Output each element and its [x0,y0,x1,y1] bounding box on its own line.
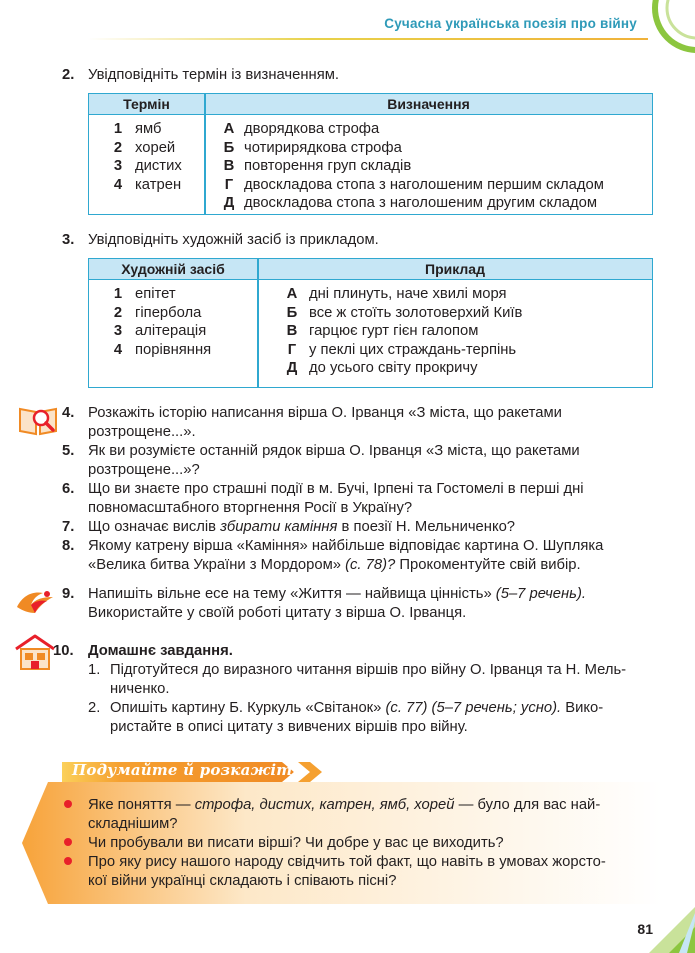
column-divider [204,94,206,214]
column-header-term: Термін [123,96,170,112]
column-header-device: Художній засіб [121,261,225,277]
page-number: 81 [637,921,653,937]
question-number: 2. [62,67,75,83]
corner-decoration-icon [635,0,695,70]
discussion-question: Про яку рису нашого народу свідчить той факт, що навіть в умовах жорсто- [88,854,606,870]
homework-item-2: Опишіть картину Б. Куркуль «Світанок» (с. 77) (5–7 речень; усно). Вико- [110,700,604,716]
list-item-number: 1. [88,662,101,678]
section-banner-title: Подумайте й розкажіть [72,761,303,779]
matching-table-terms: Термін Визначення 1 ямб 2 хорей 3 дистих 4 катрен А дворядкова строфа Б чотирирядкова строфа В повторення груп складів Г двоскладова стопа з наголошеним першим складом Д двоскладова стопа з наголошеним другим складом [88,93,653,215]
bullet-icon [64,857,72,865]
book-magnifier-icon [17,403,59,437]
discussion-question: Яке поняття — строфа, дистих, катрен, ямб, хорей — було для вас най- [88,797,601,813]
question-6-text: повномасштабного вторгнення Росії в Україну? [88,500,413,516]
question-number: 6. [62,481,75,497]
question-number: 4. [62,405,75,421]
homework-item-1: Підготуйтеся до виразного читання віршів про війну О. Ірванця та Н. Мель- [110,662,627,678]
discussion-question: складнішим? [88,816,178,832]
column-header-example: Приклад [425,261,485,277]
question-8-text: Якому катрену вірша «Каміння» найбільше відповідає картина О. Шупляка [88,538,604,554]
discussion-question: Чи пробували ви писати вірші? Чи добре у вас це виходить? [88,835,504,851]
header-rule [88,38,648,40]
question-7-text: Що означає вислів збирати каміння в поезії Н. Мельниченко? [88,519,516,535]
question-number: 5. [62,443,75,459]
discussion-question: кої війни українці складають і співають пісні? [88,873,397,889]
question-number: 8. [62,538,75,554]
question-4-text: Розкажіть історію написання вірша О. Ірванця «З міста, що ракетами [88,405,562,421]
question-text: Увідповідніть термін із визначенням. [88,67,339,83]
question-6-text: Що ви знаєте про страшні події в м. Бучі, Ірпені та Гостомелі в перші дні [88,481,584,497]
question-5-text: Як ви розумієте останній рядок вірша О. Ірванця «З міста, що ракетами [88,443,580,459]
bullet-icon [64,838,72,846]
homework-title: Домашнє завдання. [88,643,233,659]
question-number: 10. [53,643,74,659]
homework-item-2: ристайте в описі цитату з вивчених віршів про війну. [110,719,468,735]
question-4-text: розтрощене...». [88,424,196,440]
question-9-text: Напишіть вільне есе на тему «Життя — найвища цінність» (5–7 речень). [88,586,587,602]
column-divider [257,259,259,387]
phoenix-icon [13,585,59,617]
list-item-number: 2. [88,700,101,716]
question-5-text: розтрощене...»? [88,462,200,478]
homework-item-1: ниченко. [110,681,170,697]
column-header-definition: Визначення [387,96,470,112]
question-text: Увідповідніть художній засіб із прикладом. [88,232,379,248]
bullet-icon [64,800,72,808]
matching-table-devices: Художній засіб Приклад 1 епітет 2 гіпербола 3 алітерація 4 порівняння А дні плинуть, наче хвилі моря Б все ж стоїть золотоверхий Київ В гарцює гурт гієн галопом Г у пеклі цих страждань-терпінь Д до усього світу прокричу [88,258,653,388]
home-icon [14,633,56,673]
question-number: 9. [62,586,75,602]
question-9-text: Використайте у своїй роботі цитату з вірша О. Ірванця. [88,605,467,621]
question-number: 3. [62,232,75,248]
question-8-text: «Велика битва України з Мордором» (с. 78)? Прокоментуйте свій вибір. [88,557,581,573]
question-number: 7. [62,519,75,535]
running-header: Сучасна українська поезія про війну [384,16,637,31]
